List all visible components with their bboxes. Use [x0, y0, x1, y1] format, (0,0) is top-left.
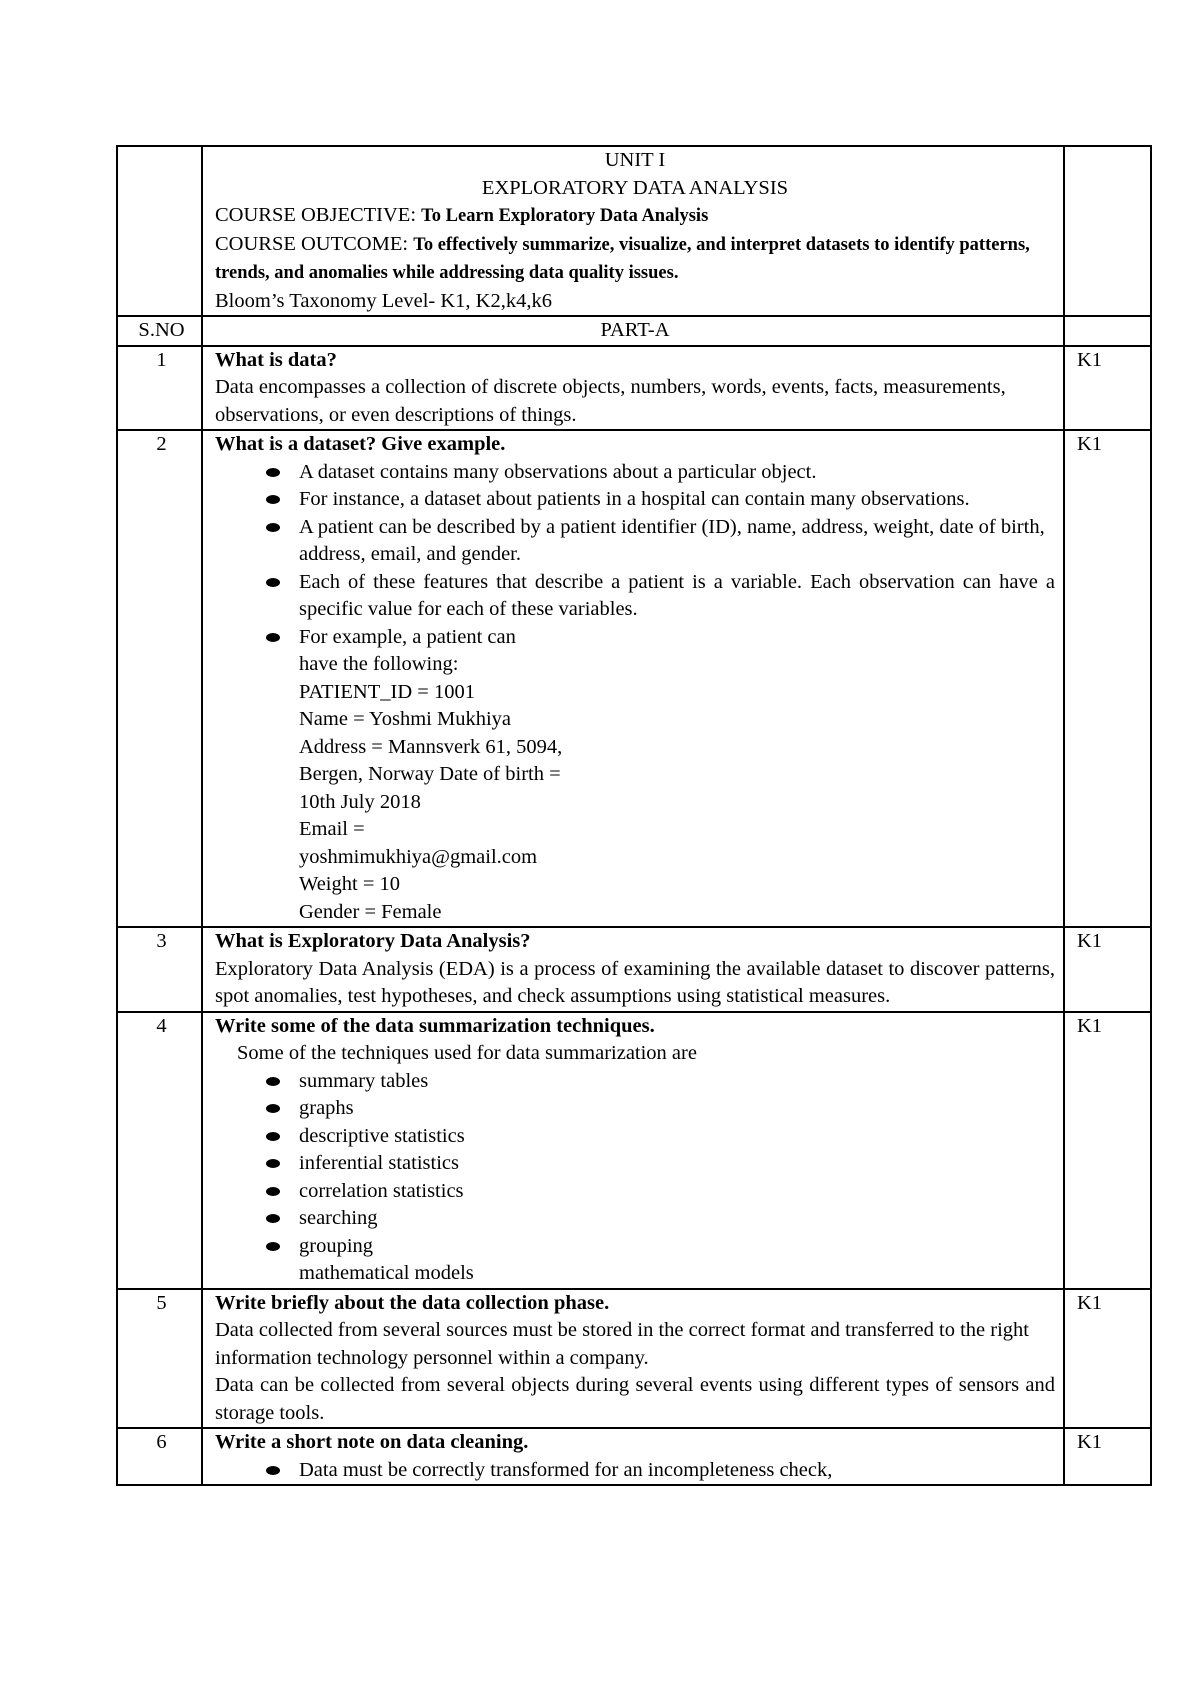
header-blank-cell: [117, 146, 202, 316]
list-item: A dataset contains many observations about a particular object.: [299, 459, 1055, 487]
blooms-level: Bloom’s Taxonomy Level- K1, K2,k4,k6: [215, 289, 552, 312]
knowledge-level: K1: [1064, 1428, 1151, 1485]
example-line: PATIENT_ID = 1001: [299, 680, 475, 703]
unit-header-row: [117, 146, 1151, 316]
course-outcome: [215, 231, 1055, 288]
answer-text: Data collected from several sources must be stored in the correct format and transferred to the right information technology personnel within a company.: [215, 1319, 1029, 1369]
question-bank-table: [116, 145, 1152, 1486]
list-item: grouping: [299, 1233, 1055, 1261]
table-row: [117, 346, 1151, 431]
bullet-list: [215, 1457, 1055, 1485]
example-line: Weight = 10: [299, 873, 401, 895]
knowledge-level: K1: [1064, 430, 1151, 927]
example-line: Email =: [299, 818, 365, 840]
level-header: [1064, 316, 1151, 346]
answer-trailing: mathematical models: [299, 1262, 474, 1284]
bullet-list: [215, 1068, 1055, 1261]
serial-number: 5: [117, 1289, 202, 1429]
sno-header: S.NO: [117, 316, 202, 346]
serial-number: 4: [117, 1012, 202, 1289]
list-item: Each of these features that describe a patient is a variable. Each observation can have a specific value for each of these variables.: [299, 569, 1055, 624]
question-cell: [202, 1428, 1064, 1485]
objective-text: To Learn Exploratory Data Analysis: [421, 206, 709, 226]
example-record: [215, 651, 1055, 926]
outcome-text: To effectively summarize, visualize, and interpret datasets to identify patterns, trends, and anomalies while addressing data quality issues.: [215, 234, 1030, 283]
list-item: inferential statistics: [299, 1150, 1055, 1178]
question-cell: [202, 346, 1064, 431]
serial-number: 2: [117, 430, 202, 927]
table-row: [117, 1289, 1151, 1429]
question-text: What is data?: [215, 348, 337, 371]
unit-title: EXPLORATORY DATA ANALYSIS: [481, 176, 789, 199]
table-row: [117, 1428, 1151, 1485]
part-header: PART-A: [202, 316, 1064, 346]
objective-label: COURSE OBJECTIVE:: [215, 204, 422, 226]
unit-header-cell: [202, 146, 1064, 316]
question-cell: [202, 1289, 1064, 1429]
list-item: descriptive statistics: [299, 1123, 1055, 1151]
bullet-list: [215, 459, 1055, 652]
knowledge-level: K1: [1064, 1012, 1151, 1289]
example-line: Name = Yoshmi Mukhiya: [299, 708, 512, 730]
question-text: Write briefly about the data collection phase.: [215, 1291, 610, 1314]
answer-text: Exploratory Data Analysis (EDA) is a process of examining the available dataset to discover patterns, spot anomalies, test hypotheses, and check assumptions using statistical measures.: [215, 957, 1055, 1007]
example-line: 10th July 2018: [299, 790, 421, 813]
outcome-label: COURSE OUTCOME:: [215, 232, 414, 255]
list-item: A patient can be described by a patient identifier (ID), name, address, weight, date of birth, address, email, and gender.: [299, 514, 1055, 569]
serial-number: 6: [117, 1428, 202, 1485]
table-row: [117, 927, 1151, 1012]
example-line: Address = Mannsverk 61, 5094,: [299, 735, 563, 758]
list-item: correlation statistics: [299, 1178, 1055, 1206]
course-objective: [215, 202, 1055, 231]
knowledge-level: K1: [1064, 346, 1151, 431]
answer-text: Data can be collected from several objects during several events using different types of sensors and storage tools.: [215, 1374, 1055, 1424]
example-line: have the following:: [299, 653, 459, 675]
unit-number: UNIT I: [604, 149, 666, 171]
list-item: Data must be correctly transformed for an incompleteness check,: [299, 1457, 1055, 1485]
question-text: Write some of the data summarization techniques.: [215, 1014, 655, 1037]
question-text: What is Exploratory Data Analysis?: [215, 930, 531, 952]
serial-number: 1: [117, 346, 202, 431]
question-cell: [202, 927, 1064, 1012]
answer-intro: Some of the techniques used for data summarization are: [237, 1042, 697, 1064]
knowledge-level: K1: [1064, 927, 1151, 1012]
example-line: yoshmimukhiya@gmail.com: [299, 845, 538, 868]
question-cell: [202, 430, 1064, 927]
question-cell: [202, 1012, 1064, 1289]
table-row: [117, 1012, 1151, 1289]
list-item: For instance, a dataset about patients in a hospital can contain many observations.: [299, 486, 1055, 514]
list-item: searching: [299, 1205, 1055, 1233]
answer-text: Data encompasses a collection of discrete objects, numbers, words, events, facts, measurements, observations, or even descriptions of things.: [215, 376, 1006, 426]
knowledge-level: K1: [1064, 1289, 1151, 1429]
header-blank-cell: [1064, 146, 1151, 316]
table-row: [117, 430, 1151, 927]
example-line: Bergen, Norway Date of birth =: [299, 763, 561, 785]
question-text: Write a short note on data cleaning.: [215, 1431, 529, 1453]
list-item: graphs: [299, 1095, 1055, 1123]
list-item: summary tables: [299, 1068, 1055, 1096]
column-header-row: [117, 316, 1151, 346]
serial-number: 3: [117, 927, 202, 1012]
list-item: For example, a patient can: [299, 624, 1055, 652]
question-text: What is a dataset? Give example.: [215, 433, 506, 455]
example-line: Gender = Female: [299, 900, 442, 923]
